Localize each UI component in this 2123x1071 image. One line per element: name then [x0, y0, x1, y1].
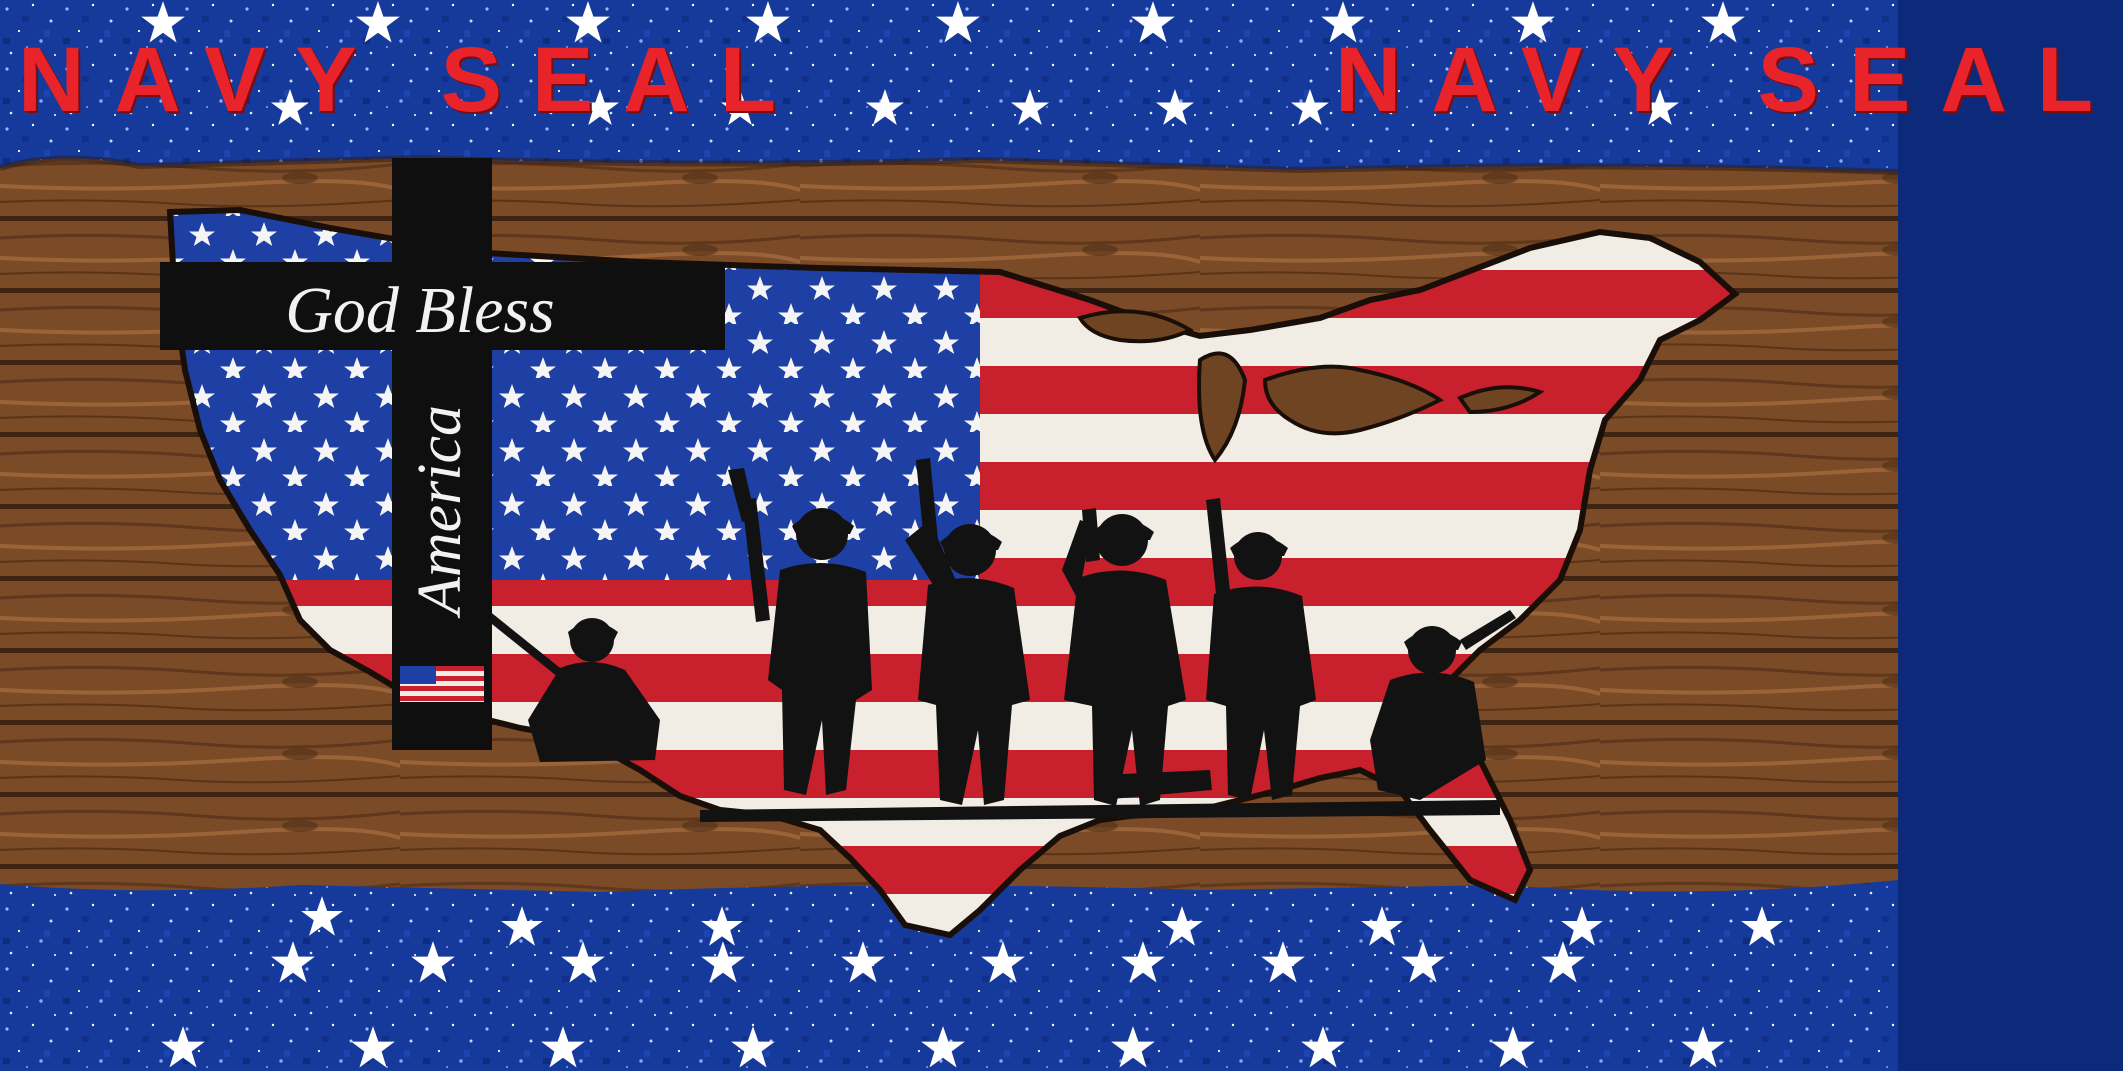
cross-top-text: God Bless [285, 274, 555, 347]
navy-seal-title-left: NAVY SEAL [18, 29, 807, 131]
navy-seal-title-right: NAVY SEAL [1335, 29, 2123, 131]
cross-vertical-text: America [406, 404, 474, 616]
flag-icon [400, 666, 484, 702]
